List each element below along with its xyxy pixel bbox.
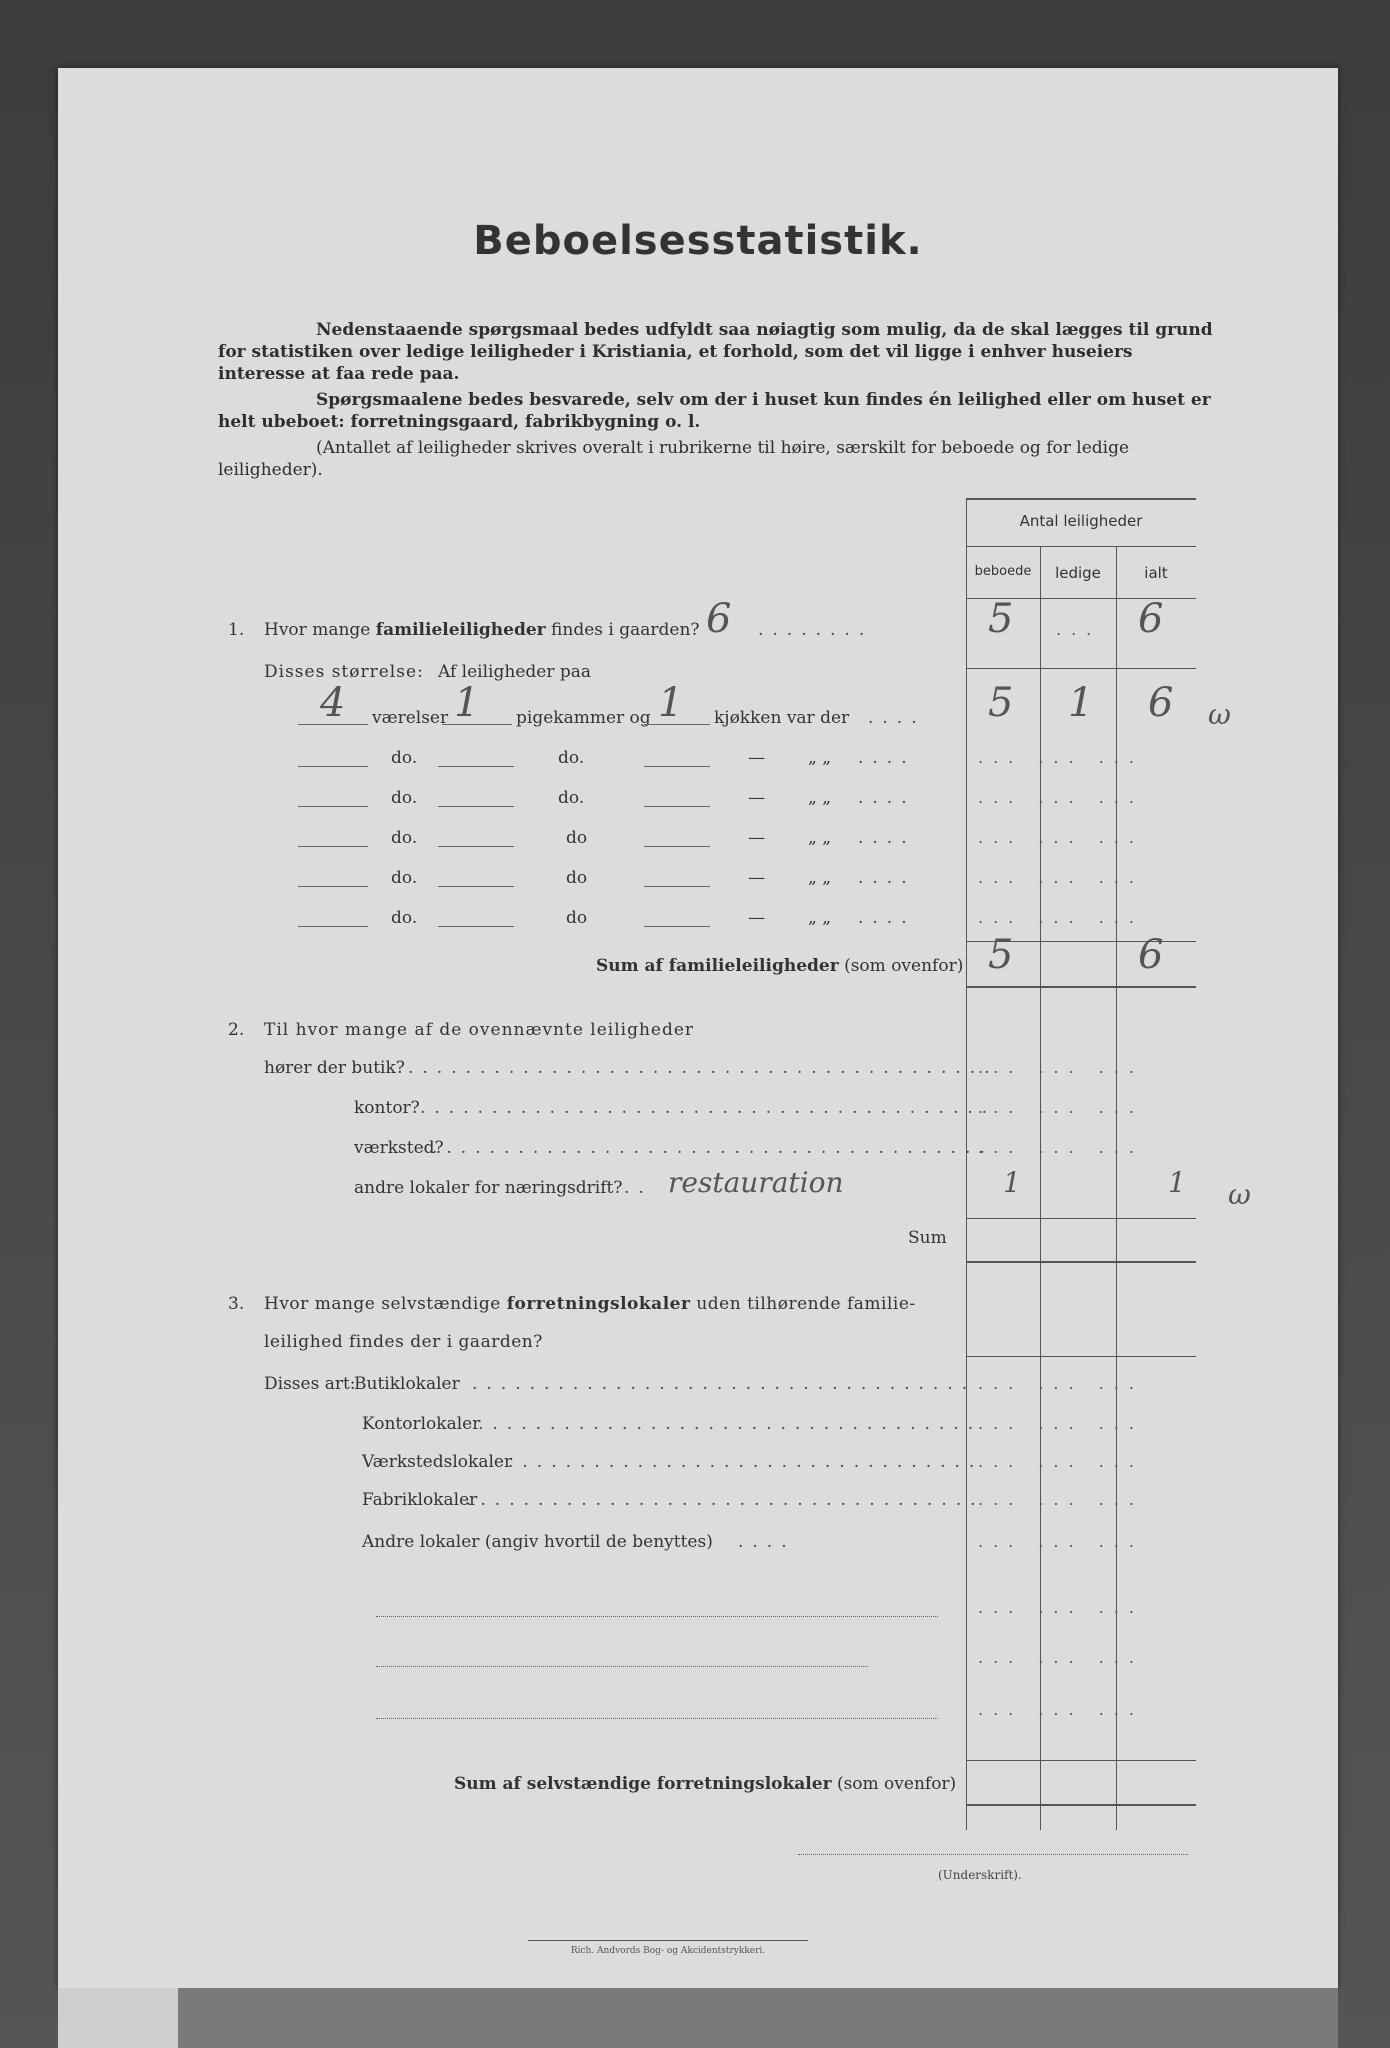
form-sheet: Beboelsesstatistik. Nedenstaaende spørgsmaal bedes udfyldt saa nøiagtig som mulig, da de skal lægges til grund for statistiken over ledige leiligheder i Kristiania, et forhold, som det vil ligge i enhver huseiers interesse at faa rede paa. Spørgsmaalene bedes besvarede, selv om der i huset kun findes én leilighed eller om huset er helt ubeboet: forretningsgaard, fabrikbygning o. l. (Antallet af leiligheder skrives overalt i rubrikerne til høire, særskilt for beboede og for ledige leiligheder). Antal leiligheder beboede ledige ialt 1. Hvor mange familieleiligheder findes i gaarden? 6 ........ 5 ... 6 Disses størrelse: Af leiligheder paa 4 værelser 1 pigekammer og 1 kjøkken var der .... 5 1 6 ω do. do. — „ „ .... ... ... ... do. do. — „ „ .... ... ... ... do. do — „ „ .... ... ... ... do. do — „ „ .... ... ... ... do. do — „ „ .... ... ... ... Sum af familieleiligheder (som ovenfor) 5 6 2. Til hvor mange af de ovennævnte leiligheder hører der butik? ......................................... ... ... ... kontor? ........................................ ... ... ... værksted? ....................................... ... ... ... andre lokaler for næringsdrift? .. restauration 1 1 ω Sum 3. Hvor mange selvstændige forretningslokaler uden tilhørende familie- leilighed findes der i gaarden? Disses art: Butiklokaler ................................... ... ... ... Kontorlokaler ................................... ... ... ... Værkstedslokaler ................................. ... ... ... Fabriklokaler .................................... ... ... ... Andre lokaler (angiv hvortil de benyttes) .... ... ... ... ... ... ... ... ... ... ... ... ... Sum af selvstændige forretningslokaler (som ovenfor) (Underskrift). Rich. Andvords Bog- og Akcidentstrykkeri. bbox=[58, 68, 1338, 1988]
col-header-ialt: ialt bbox=[1144, 564, 1168, 582]
col-rule-mid1 bbox=[1040, 546, 1041, 1830]
q1-leader-dots: ........ bbox=[758, 620, 874, 640]
q1-beboede-value: 5 bbox=[988, 596, 1014, 642]
col-rule-left bbox=[966, 498, 967, 1830]
q1-ialt-value: 6 bbox=[1138, 596, 1164, 642]
row1-kjokken-value: 1 bbox=[658, 680, 684, 726]
intro-line-6: (Antallet af leiligheder skrives overalt i rubrikerne til høire, særskilt for beboede og for ledige bbox=[316, 438, 1130, 458]
table-top-rule bbox=[966, 498, 1196, 500]
q3-top-rule bbox=[966, 1356, 1196, 1357]
q2-butik-label: hører der butik? bbox=[264, 1058, 405, 1078]
intro-line-7: leiligheder). bbox=[218, 460, 323, 480]
row1-beboede: 5 bbox=[988, 680, 1014, 726]
row1-vaerelser-value: 4 bbox=[320, 680, 346, 726]
q1-sum-beboede: 5 bbox=[988, 932, 1014, 978]
q3-blank-line-1[interactable] bbox=[376, 1616, 938, 1617]
q3-blank-line-2[interactable] bbox=[376, 1666, 868, 1667]
scan-bottom-strip bbox=[58, 1988, 1338, 2048]
q3-sum-top-rule bbox=[966, 1760, 1196, 1761]
intro-line-3: interesse at faa rede paa. bbox=[218, 364, 460, 384]
row1-kjokken-label: kjøkken var der bbox=[714, 708, 850, 728]
q1-sum-bottom-rule bbox=[966, 986, 1196, 988]
q2-kontor-label: kontor? bbox=[354, 1098, 420, 1118]
q1-sum-ialt: 6 bbox=[1138, 932, 1164, 978]
q1-sizes-label: Disses størrelse: bbox=[264, 662, 424, 682]
q3-item-butiklokaler: Butiklokaler bbox=[354, 1374, 460, 1394]
q2-andre-label: andre lokaler for næringsdrift? bbox=[354, 1178, 623, 1198]
q2-number: 2. bbox=[228, 1020, 245, 1040]
q3-item-vaerkstedslokaler: Værkstedslokaler bbox=[362, 1452, 513, 1472]
q1-ledige-empty: ... bbox=[1056, 620, 1102, 639]
q1-answer-handwritten: 6 bbox=[706, 596, 732, 642]
row1-margin-mark: ω bbox=[1208, 698, 1231, 731]
row1-pigekammer-label: pigekammer og bbox=[516, 708, 651, 728]
row1-vaerelser-label: værelser bbox=[372, 708, 449, 728]
q3-number: 3. bbox=[228, 1294, 245, 1314]
q3-sum-bottom-rule bbox=[966, 1804, 1196, 1806]
q2-andre-ialt: 1 bbox=[1168, 1166, 1186, 1199]
q1-sum-label: Sum af familieleiligheder (som ovenfor) bbox=[596, 956, 964, 976]
row1-ledige: 1 bbox=[1068, 680, 1094, 726]
q3-item-andre: Andre lokaler (angiv hvortil de benyttes) bbox=[362, 1532, 713, 1552]
intro-line-4: Spørgsmaalene bedes besvarede, selv om der i huset kun findes én leilighed eller om huset er bbox=[316, 390, 1211, 410]
form-title: Beboelsesstatistik. bbox=[473, 218, 923, 264]
row1-pigekammer-value: 1 bbox=[454, 680, 480, 726]
q2-andre-answer-handwritten: restauration bbox=[668, 1166, 844, 1199]
intro-line-1: Nedenstaaende spørgsmaal bedes udfyldt saa nøiagtig som mulig, da de skal lægges til grund bbox=[316, 320, 1213, 340]
q2-question: Til hvor mange af de ovennævnte leiligheder bbox=[264, 1020, 695, 1040]
q2-vaerksted-label: værksted? bbox=[354, 1138, 444, 1158]
q1-row-rule bbox=[966, 668, 1196, 669]
q3-item-fabriklokaler: Fabriklokaler bbox=[362, 1490, 478, 1510]
col-header-beboede: beboede bbox=[974, 564, 1032, 579]
intro-line-2: for statistiken over ledige leiligheder i Kristiania, et forhold, som det vil ligge i enhver huseiers bbox=[218, 342, 1133, 362]
q2-margin-mark: ω bbox=[1228, 1178, 1251, 1211]
table-group-header: Antal leiligheder bbox=[1019, 512, 1143, 530]
q3-blank-line-3[interactable] bbox=[376, 1718, 938, 1719]
signature-line[interactable] bbox=[798, 1854, 1188, 1855]
intro-line-5: helt ubeboet: forretningsgaard, fabrikbygning o. l. bbox=[218, 412, 701, 432]
q2-sum-top-rule bbox=[966, 1218, 1196, 1219]
q1-number: 1. bbox=[228, 620, 245, 640]
printer-imprint: Rich. Andvords Bog- og Akcidentstrykkeri. bbox=[570, 1946, 766, 1956]
q3-item-kontorlokaler: Kontorlokaler bbox=[362, 1414, 481, 1434]
q2-sum-label: Sum bbox=[908, 1228, 947, 1248]
q3-sum-label: Sum af selvstændige forretningslokaler (som ovenfor) bbox=[454, 1774, 957, 1794]
q3-question-line2: leilighed findes der i gaarden? bbox=[264, 1332, 543, 1352]
q1-sizes-sub: Af leiligheder paa bbox=[438, 662, 591, 682]
q2-andre-beboede: 1 bbox=[1003, 1166, 1021, 1199]
col-header-ledige: ledige bbox=[1055, 564, 1101, 582]
q3-question-line1: Hvor mange selvstændige forretningslokaler uden tilhørende familie- bbox=[264, 1294, 916, 1314]
signature-label: (Underskrift). bbox=[938, 1868, 1022, 1882]
table-group-rule bbox=[966, 546, 1196, 547]
printer-rule bbox=[528, 1940, 808, 1941]
row1-ialt: 6 bbox=[1148, 680, 1174, 726]
q3-art-label: Disses art: bbox=[264, 1374, 356, 1394]
q2-sum-bottom-rule bbox=[966, 1261, 1196, 1263]
col-rule-mid2 bbox=[1116, 546, 1117, 1830]
q1-question: Hvor mange familieleiligheder findes i gaarden? bbox=[264, 620, 700, 640]
